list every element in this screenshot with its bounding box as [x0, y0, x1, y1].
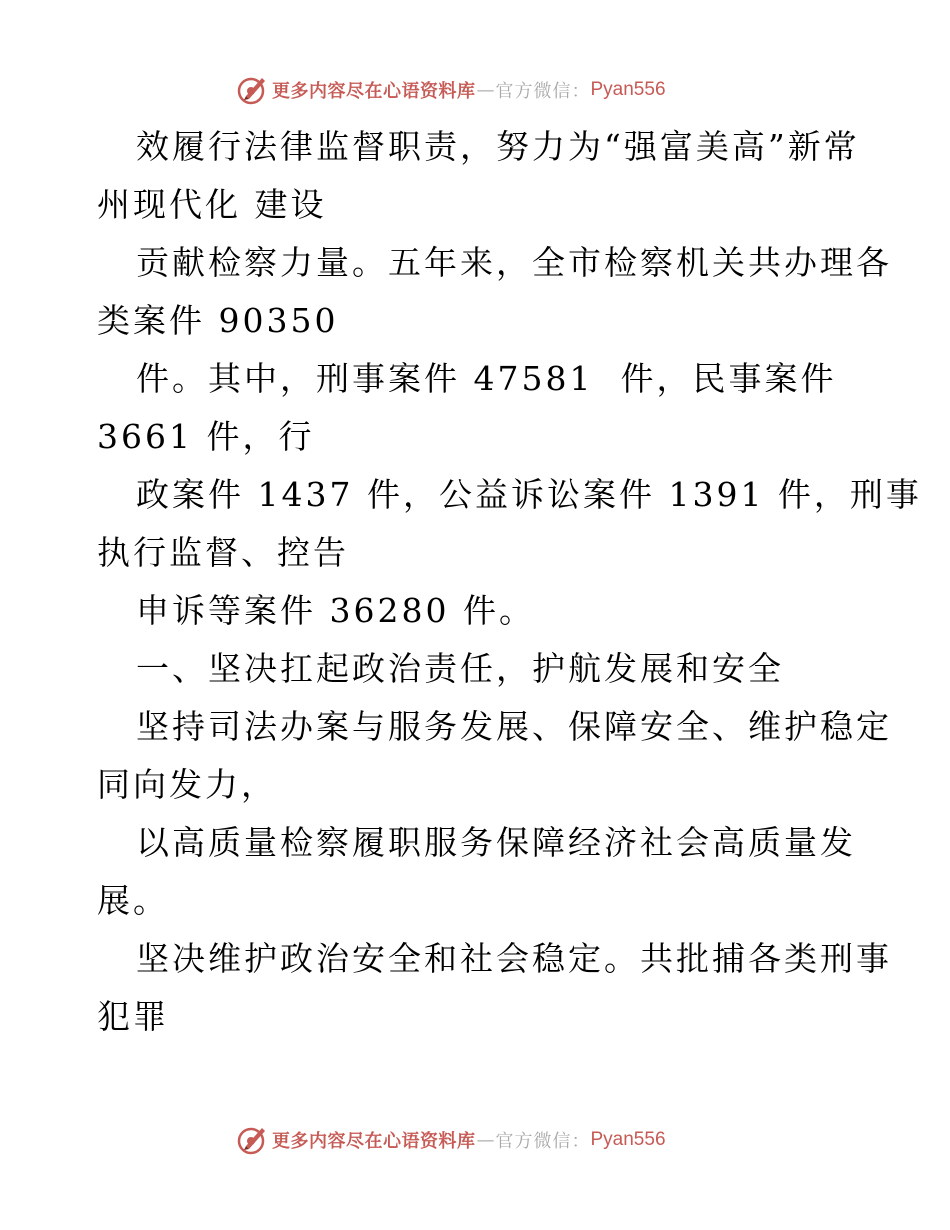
watermark-wechat-id: Pyan556 [590, 79, 666, 100]
watermark-dash: — [476, 79, 495, 101]
body-line: 效履行法律监督职责，努力为“强富美高”新常 [136, 127, 860, 166]
watermark-dash: — [476, 1129, 495, 1151]
body-line: 件。其中，刑事案件 47581 件，民事案件 [136, 359, 837, 398]
body-line: 执行监督、控告 [97, 533, 349, 572]
body-line: 类案件 90350 [97, 301, 339, 340]
pen-logo-icon [236, 74, 268, 106]
body-line: 贡献检察力量。五年来，全市检察机关共办理各 [136, 243, 892, 282]
body-line: 坚决维护政治安全和社会稳定。共批捕各类刑事 [136, 939, 892, 978]
section-heading: 一、坚决扛起政治责任，护航发展和安全 [136, 649, 784, 688]
pen-logo-icon [236, 1124, 268, 1156]
watermark-banner-top [236, 73, 666, 107]
body-line: 同向发力， [97, 765, 277, 804]
body-line: 州现代化 建设 [97, 185, 327, 224]
body-line: 坚持司法办案与服务发展、保障安全、维护稳定 [136, 707, 892, 746]
watermark-wechat-label: 官方微信： [495, 81, 591, 102]
watermark-wechat-id: Pyan556 [590, 1129, 666, 1150]
watermark-banner-bottom [236, 1123, 666, 1157]
body-line: 申诉等案件 36280 件。 [136, 591, 535, 630]
watermark-site-text: 更多内容尽在心语资料库 [272, 1131, 476, 1152]
body-line: 展。 [97, 881, 169, 920]
watermark-wechat-label: 官方微信： [495, 1131, 591, 1152]
watermark-site-text: 更多内容尽在心语资料库 [272, 81, 476, 102]
body-line: 3661 件，行 [97, 417, 315, 456]
body-line: 政案件 1437 件，公益诉讼案件 1391 件，刑事 [136, 475, 922, 514]
body-line: 以高质量检察履职服务保障经济社会高质量发 [136, 823, 856, 862]
body-line: 犯罪 [97, 997, 169, 1036]
